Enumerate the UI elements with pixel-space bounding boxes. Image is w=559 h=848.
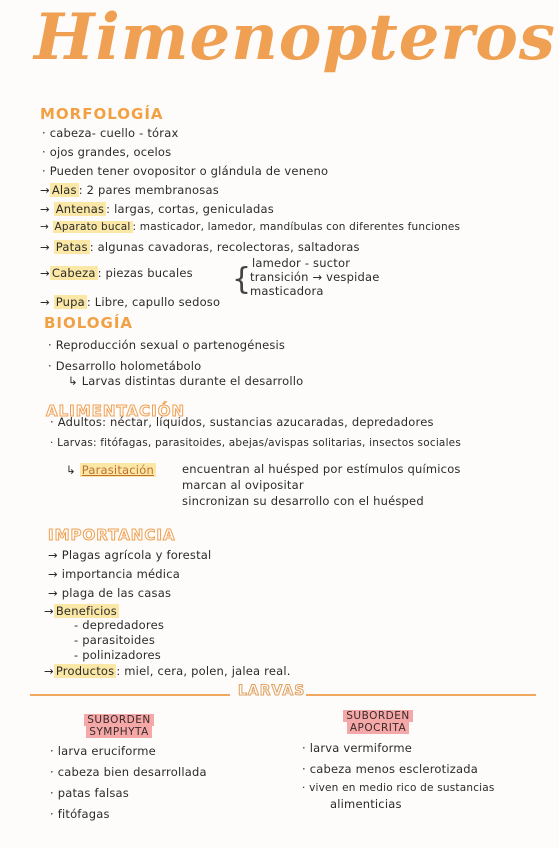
- alas-text: : 2 pares membranosas: [78, 183, 219, 197]
- productos-text: : miel, cera, polen, jalea real.: [116, 664, 291, 678]
- alimentacion-line: · Adultos: néctar, líquidos, sustancias azucaradas, depredadores: [50, 415, 434, 429]
- parasitacion-row: ↳ Parasitación: [66, 463, 154, 477]
- antenas-label: Antenas: [55, 202, 105, 216]
- symphyta-item: · larva eruciforme: [50, 744, 156, 758]
- page-title: Himenopteros: [34, 0, 556, 75]
- divider-left: [30, 694, 230, 696]
- symphyta-title: [74, 714, 164, 738]
- biologia-line: · Reproducción sexual o partenogénesis: [48, 338, 286, 352]
- apocrita-title: [333, 710, 423, 734]
- pupa-text: : Libre, capullo sedoso: [86, 295, 221, 309]
- antenas-text: : largas, cortas, geniculadas: [106, 202, 274, 216]
- morfologia-heading: MORFOLOGÍA: [40, 105, 164, 123]
- symphyta-item: · fitófagas: [50, 807, 110, 821]
- cabeza-row: → Cabeza : piezas bucales: [40, 266, 193, 280]
- biologia-heading: BIOLOGÍA: [44, 314, 134, 332]
- parasitacion-label: Parasitación: [81, 463, 154, 477]
- beneficios-label: Beneficios: [55, 604, 117, 618]
- productos-row: → Productos : miel, cera, polen, jalea real.: [44, 664, 291, 678]
- parasitacion-line: marcan al ovipositar: [182, 478, 304, 492]
- morfologia-line: · Pueden tener ovopositor o glándula de veneno: [42, 164, 329, 178]
- aparato-text: : masticador, lamedor, mandíbulas con diferentes funciones: [132, 221, 461, 233]
- cabeza-option: masticadora: [250, 284, 324, 298]
- aparato-label: Aparato bucal: [54, 221, 131, 233]
- apocrita-item: · viven en medio rico de sustancias: [302, 782, 495, 794]
- importancia-heading: IMPORTANCIA: [48, 526, 176, 544]
- alas-row: → Alas : 2 pares membranosas: [40, 183, 219, 197]
- brace-icon: {: [232, 262, 252, 297]
- cabeza-option: transición → vespidae: [250, 270, 380, 284]
- biologia-line: ↳ Larvas distintas durante el desarrollo: [68, 374, 304, 388]
- patas-text: : algunas cavadoras, recolectoras, saltadoras: [89, 240, 360, 254]
- patas-label: Patas: [55, 240, 88, 254]
- apocrita-title-1: SUBORDEN: [343, 710, 413, 722]
- symphyta-item: · patas falsas: [50, 786, 129, 800]
- larvas-heading: LARVAS: [238, 683, 306, 699]
- cabeza-label: Cabeza: [51, 266, 96, 280]
- symphyta-item: · cabeza bien desarrollada: [50, 765, 207, 779]
- pupa-label: Pupa: [55, 295, 85, 309]
- importancia-line: → Plagas agrícola y forestal: [48, 548, 212, 562]
- symphyta-title-2: SYMPHYTA: [86, 726, 152, 738]
- cabeza-text: : piezas bucales: [97, 266, 193, 280]
- apocrita-title-2: APOCRITA: [347, 722, 409, 734]
- apocrita-item: · larva vermiforme: [302, 741, 413, 755]
- apocrita-item: alimenticias: [330, 797, 402, 811]
- morfologia-line: · cabeza- cuello - tórax: [42, 126, 179, 140]
- importancia-line: → importancia médica: [48, 567, 180, 581]
- parasitacion-line: sincronizan su desarrollo con el huésped: [182, 494, 424, 508]
- importancia-line: → plaga de las casas: [48, 586, 172, 600]
- patas-row: → Patas : algunas cavadoras, recolectoras, saltadoras: [40, 240, 360, 254]
- cabeza-option: lamedor - suctor: [252, 256, 351, 270]
- parasitacion-line: encuentran al huésped por estímulos químicos: [182, 462, 461, 476]
- alimentacion-line: · Larvas: fitófagas, parasitoides, abejas/avispas solitarias, insectos sociales: [50, 437, 462, 449]
- antenas-row: → Antenas : largas, cortas, geniculadas: [40, 202, 274, 216]
- beneficios-item: - parasitoides: [74, 633, 156, 647]
- morfologia-line: · ojos grandes, ocelos: [42, 145, 172, 159]
- symphyta-title-1: SUBORDEN: [84, 714, 154, 726]
- beneficios-item: - depredadores: [74, 618, 165, 632]
- beneficios-item: - polinizadores: [74, 648, 161, 662]
- alimentacion-heading: ALIMENTACIÓN: [46, 402, 186, 420]
- apocrita-item: · cabeza menos esclerotizada: [302, 762, 478, 776]
- pupa-row: → Pupa : Libre, capullo sedoso: [40, 295, 221, 309]
- aparato-row: → Aparato bucal : masticador, lamedor, mandíbulas con diferentes funciones: [40, 221, 461, 233]
- beneficios-row: → Beneficios: [44, 604, 117, 618]
- alas-label: Alas: [51, 183, 77, 197]
- biologia-line: · Desarrollo holometábolo: [48, 359, 202, 373]
- divider-right: [306, 694, 536, 696]
- productos-label: Productos: [55, 664, 115, 678]
